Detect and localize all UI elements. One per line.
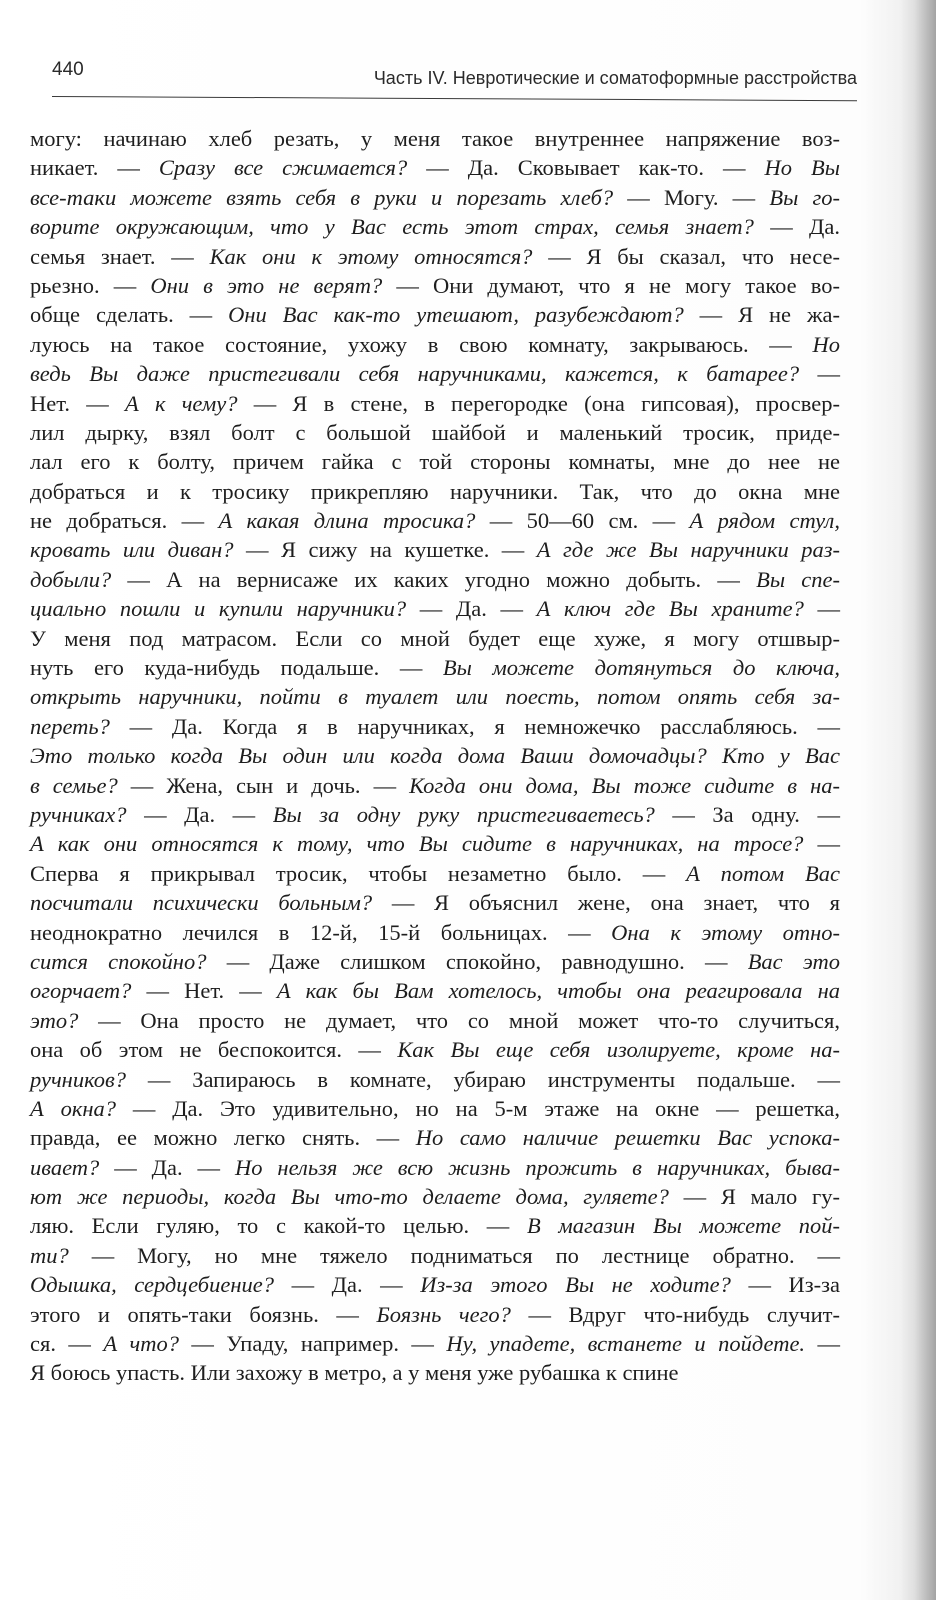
- text-span: Я боюсь упасть. Или захожу в метро, а у меня уже рубашка к спине: [30, 1360, 679, 1386]
- text-line: [30, 947, 840, 976]
- italic-question: А что?: [103, 1331, 192, 1357]
- italic-question: Вы можете дотянуться до ключа,: [442, 655, 840, 681]
- italic-question: Когда они дома, Вы тоже сидите в на-: [409, 772, 840, 798]
- text-line: [30, 447, 840, 476]
- text-span: Нет. —: [30, 390, 125, 416]
- text-span: ся. —: [30, 1331, 104, 1357]
- text-line: [30, 1065, 840, 1094]
- italic-question: открыть наручники, пойти в туалет или поесть, потом опять себя за-: [30, 684, 840, 710]
- text-span: —: [817, 361, 840, 387]
- italic-question: Ну, упадете, встанете и пойдете.: [446, 1331, 818, 1357]
- italic-question: Из-за этого Вы не ходите?: [420, 1272, 749, 1298]
- italic-question: ручников?: [30, 1066, 148, 1092]
- text-line: [30, 389, 840, 418]
- text-span: — Да. Сковывает как-то. —: [426, 155, 765, 181]
- italic-question: переть?: [30, 713, 130, 739]
- text-line: [30, 976, 840, 1005]
- italic-question: в семье?: [30, 772, 131, 798]
- text-span: добраться и к тросику прикрепляю наручники. Так, что до окна мне: [30, 478, 840, 504]
- text-line: [30, 124, 840, 153]
- text-span: могу: начинаю хлеб резать, у меня такое внутреннее напряжение воз-: [30, 126, 840, 151]
- text-span: — Да. —: [419, 596, 537, 622]
- text-span: рьезно. —: [30, 272, 151, 298]
- text-span: — Да. —: [114, 1154, 235, 1180]
- italic-question: В магазин Вы можете пой-: [526, 1213, 840, 1239]
- text-line: [30, 653, 840, 682]
- text-line: [30, 1241, 840, 1270]
- italic-question: Вы го-: [769, 184, 840, 210]
- italic-question: добыли?: [30, 566, 128, 592]
- text-span: Сперва я прикрывал тросик, чтобы незаметно было. —: [30, 860, 687, 886]
- italic-question: Но Вы: [764, 155, 840, 181]
- text-span: — Я сижу на кушетке. —: [246, 537, 537, 563]
- text-span: — Я не жа-: [699, 302, 840, 328]
- italic-question: ведь Вы даже пристегивали себя наручниками, кажется, к батарее?: [30, 361, 818, 387]
- text-span: — Даже слишком спокойно, равнодушно. —: [226, 948, 748, 974]
- text-line: [30, 594, 840, 623]
- italic-question: ворите окружающим, что у Вас есть этот страх, семья знает?: [30, 214, 771, 240]
- italic-question: Но: [812, 331, 840, 357]
- text-span: — Из-за: [748, 1272, 841, 1298]
- text-line: [30, 741, 840, 770]
- italic-question: Как Вы еще себя изолируете, кроме на-: [397, 1037, 840, 1063]
- text-span: — Могу, но мне тяжело подниматься по лестнице обратно. —: [91, 1242, 841, 1268]
- italic-question: Она к этому отно-: [611, 919, 841, 945]
- text-span: — Да.: [770, 214, 840, 240]
- text-span: — Я бы сказал, что несе-: [548, 243, 841, 269]
- italic-question: Но нельзя же всю жизнь прожить в наручниках, быва-: [235, 1154, 840, 1180]
- text-line: [30, 418, 840, 447]
- text-span: никает. —: [30, 155, 159, 181]
- text-span: — Я мало гу-: [683, 1184, 840, 1210]
- text-line: [30, 888, 840, 917]
- italic-question: ручниках?: [30, 801, 145, 827]
- italic-question: А как они относятся к тому, что Вы сидите в наручниках, на тросе?: [30, 831, 818, 857]
- text-line: [30, 624, 840, 653]
- text-span: —: [817, 831, 840, 857]
- chapter-title: Часть IV. Невротические и соматоформные расстройства: [373, 68, 857, 88]
- text-line: [30, 1035, 840, 1064]
- text-span: — 50—60 см. —: [489, 508, 690, 534]
- text-line: [30, 1006, 840, 1035]
- page-number: 440: [52, 59, 84, 80]
- text-line: [30, 477, 840, 506]
- italic-question: Одышка, сердцебиение?: [30, 1272, 292, 1298]
- italic-question: огорчает?: [30, 978, 147, 1004]
- italic-question: Боязнь чего?: [376, 1301, 529, 1327]
- running-head: [52, 55, 857, 99]
- spine-shadow: [900, 0, 936, 1600]
- text-span: — Запираюсь в комнате, убираю инструменты подальше. —: [147, 1066, 840, 1092]
- text-span: — Нет. —: [146, 978, 277, 1004]
- text-span: — Упаду, например. —: [191, 1331, 447, 1357]
- italic-question: Вы спе-: [756, 566, 840, 592]
- text-span: У меня под матрасом. Если со мной будет еще хуже, я могу отшвыр-: [30, 625, 840, 651]
- italic-question: Это только когда Вы один или когда дома Ваши домочадцы? Кто у Вас: [30, 743, 840, 769]
- text-line: [30, 1153, 840, 1182]
- body-text: [30, 124, 840, 1388]
- italic-question: Как они к этому относятся?: [209, 243, 549, 269]
- italic-question: А ключ где Вы храните?: [536, 596, 818, 622]
- text-line: [30, 712, 840, 741]
- text-line: [30, 153, 840, 182]
- text-line: [30, 1270, 840, 1299]
- italic-question: Вас это: [747, 948, 841, 974]
- text-span: обще сделать. —: [30, 302, 229, 328]
- header-rule: [52, 96, 857, 101]
- text-line: [30, 682, 840, 711]
- text-line: [30, 271, 840, 300]
- text-line: [30, 800, 840, 829]
- text-line: [30, 242, 840, 271]
- italic-question: Но само наличие решетки Вас успока-: [415, 1125, 840, 1151]
- text-line: [30, 359, 840, 388]
- text-span: неоднократно лечился в 12-й, 15-й больницах. —: [30, 919, 612, 945]
- text-span: лал его к болту, причем гайка с той стороны комнаты, мне до нее не: [30, 449, 840, 475]
- italic-question: сится спокойно?: [30, 948, 227, 974]
- text-span: — За одну. —: [672, 801, 840, 827]
- text-line: [30, 771, 840, 800]
- text-span: этого и опять-таки боязнь. —: [30, 1301, 377, 1327]
- text-span: — Я объяснил жене, она знает, что я: [391, 890, 840, 916]
- text-line: [30, 183, 840, 212]
- text-line: [30, 1211, 840, 1240]
- text-span: — Она просто не думает, что со мной может что-то случиться,: [98, 1007, 840, 1033]
- text-span: — Вдруг что-нибудь случит-: [528, 1301, 840, 1327]
- text-span: — Могу. —: [627, 184, 770, 210]
- italic-question: А какая длина тросика?: [218, 508, 490, 534]
- text-line: [30, 506, 840, 535]
- text-span: семья знает. —: [30, 243, 210, 269]
- italic-question: Сразу все сжимается?: [158, 155, 427, 181]
- italic-question: кровать или диван?: [30, 537, 247, 563]
- text-line: [30, 1094, 840, 1123]
- text-span: —: [817, 1331, 840, 1357]
- italic-question: циально пошли и купили наручники?: [30, 596, 420, 622]
- italic-question: А где же Вы наручники раз-: [536, 537, 841, 563]
- text-line: [30, 300, 840, 329]
- text-line: [30, 829, 840, 858]
- text-span: — Да. —: [144, 801, 273, 827]
- italic-question: Они Вас как-то утешают, разубеждают?: [228, 302, 700, 328]
- text-line: [30, 535, 840, 564]
- text-line: [30, 1123, 840, 1152]
- text-line: [30, 1329, 840, 1358]
- text-line: [30, 918, 840, 947]
- text-line: [30, 1358, 840, 1387]
- text-span: — Я в стене, в перегородке (она гипсовая), просвер-: [253, 390, 840, 416]
- text-span: нуть его куда-нибудь подальше. —: [30, 655, 443, 681]
- italic-question: А к чему?: [124, 390, 254, 416]
- italic-question: ют же периоды, когда Вы что-то делаете дома, гуляете?: [30, 1184, 684, 1210]
- italic-question: это?: [30, 1007, 99, 1033]
- italic-question: все-таки можете взять себя в руки и порезать хлеб?: [30, 184, 628, 210]
- text-line: [30, 330, 840, 359]
- text-span: — А на вернисаже их каких угодно можно добыть. —: [127, 566, 757, 592]
- italic-question: А потом Вас: [686, 860, 840, 886]
- text-span: луюсь на такое состояние, ухожу в свою комнату, закрываюсь. —: [30, 331, 813, 357]
- text-span: лил дырку, взял болт с большой шайбой и маленький тросик, приде-: [30, 419, 840, 445]
- text-span: — Да. —: [291, 1272, 421, 1298]
- text-span: — Жена, сын и дочь. —: [130, 772, 410, 798]
- text-span: ляю. Если гуляю, то с какой-то целью. —: [30, 1213, 527, 1239]
- text-span: не добраться. —: [30, 508, 219, 534]
- italic-question: ивает?: [30, 1154, 115, 1180]
- italic-question: Они в это не верят?: [150, 272, 397, 298]
- italic-question: ти?: [30, 1242, 92, 1268]
- text-span: —: [817, 596, 840, 622]
- text-line: [30, 212, 840, 241]
- text-line: [30, 1182, 840, 1211]
- text-span: правда, ее можно легко снять. —: [30, 1125, 416, 1151]
- text-span: — Да. Это удивительно, но на 5-м этаже на окне — решетка,: [132, 1095, 840, 1121]
- text-line: [30, 1300, 840, 1329]
- italic-question: А как бы Вам хотелось, чтобы она реагировала на: [276, 978, 840, 1004]
- italic-question: А рядом стул,: [689, 508, 840, 534]
- italic-question: А окна?: [30, 1095, 133, 1121]
- text-line: [30, 859, 840, 888]
- text-span: она об этом не беспокоится. —: [30, 1037, 398, 1063]
- italic-question: Вы за одну руку пристегиваетесь?: [272, 801, 673, 827]
- text-span: — Да. Когда я в наручниках, я немножечко расслабляюсь. —: [129, 713, 841, 739]
- text-span: — Они думают, что я не могу такое во-: [396, 272, 840, 298]
- text-line: [30, 565, 840, 594]
- italic-question: посчитали психически больным?: [30, 890, 392, 916]
